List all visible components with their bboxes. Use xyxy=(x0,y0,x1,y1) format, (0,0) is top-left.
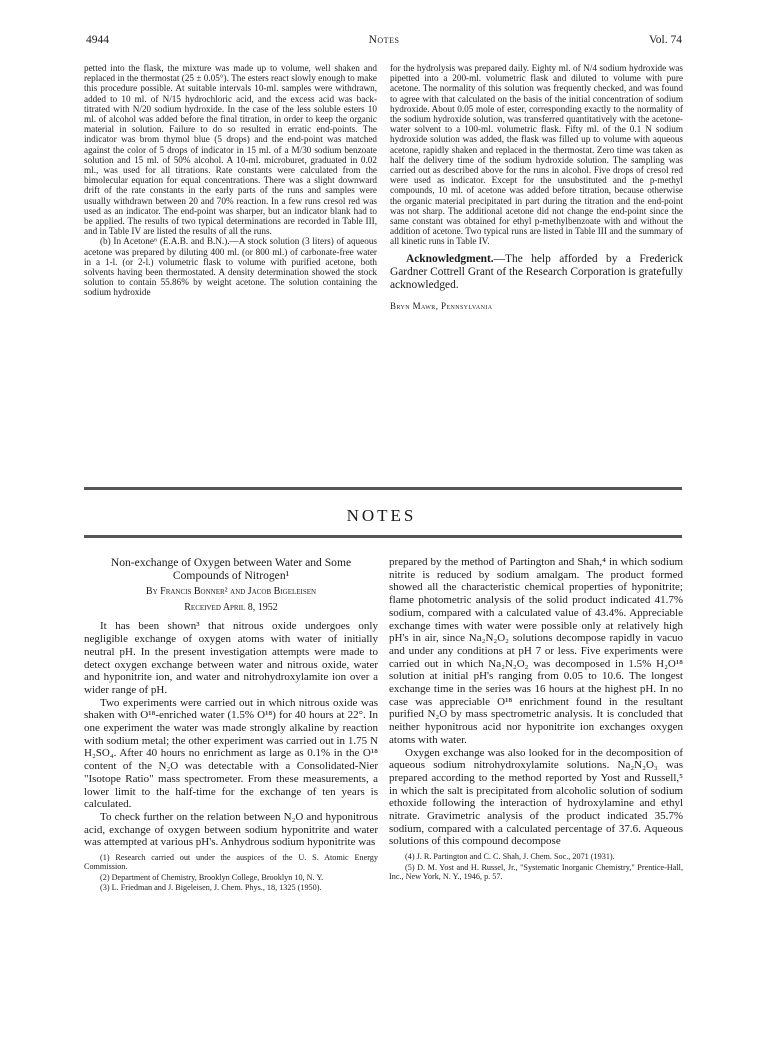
article-left-column xyxy=(84,556,378,893)
body-paragraph: for the hydrolysis was prepared daily. Eighty ml. of N/4 sodium hydroxide was pipetted into a 200-ml. volumetric flask and diluted to volume with pure acetone. The normality of this solution was frequently checked, and was found to agree with that calculated on the basis of the initial concentration of sodium hydroxide. About 0.05 mole of ester, corresponding exactly to the normality of the sodium hydroxide solution, was transferred quantitatively with the acetone-water solvent to a 100-ml. volumetric flask. Fifty ml. of the 0.1 N sodium hydroxide solution was added, the flask was filled up to volume with aqueous acetone, rapidly shaken and replaced in the thermostat. Zero time was taken as half the delivery time of the sodium hydroxide solution. The sampling was carried out as described above for the runs in alcohol. Five drops of cresol red were used as indicator. Except for the unsubstituted and the p-methyl compounds, 10 ml. of acetone was added before titration, because otherwise the organic material precipitated in part during the titration and the end-point was not sharp. The additional acetone did not change the end-point since the same constant was obtained for ethyl p-methylbenzoate with and without the addition of acetone. Two typical runs are listed in Table III and the summary of all kinetic runs in Table IV. xyxy=(390,63,683,247)
volume-label: Vol. 74 xyxy=(648,34,682,46)
footnote: (4) J. R. Partington and C. C. Shah, J. Chem. Soc., 2071 (1931). xyxy=(405,852,615,862)
section-rule-top xyxy=(84,487,682,490)
footnotes-left xyxy=(84,853,378,893)
top-right-column xyxy=(390,63,683,311)
body-paragraph: To check further on the relation between N₂O and hyponitrous acid, exchange of oxygen between sodium hyponitrite and water was attempted at various pH's. Anhydrous sodium hyponitrite was xyxy=(84,810,378,849)
affiliation: Bryn Mawr, Pennsylvania xyxy=(390,300,493,311)
page-header xyxy=(86,34,682,48)
running-head: Notes xyxy=(368,34,400,46)
body-paragraph: Two experiments were carried out in which nitrous oxide was shaken with O¹⁸-enriched water (1.5% O¹⁸) for 40 hours at 22°. In one experiment the water was made strongly alkaline by reaction with sodium metal; the other experiment was carried out in 1.75 N H₂SO₄. After 40 hours no enrichment as large as 0.1% in the O¹⁸ content of the N₂O was detectable with a Consolidated-Nier "Isotope Ratio" mass spectrometer. From these measurements, a lower limit to the half-time for the exchange of ten years is calculated. xyxy=(84,696,378,811)
body-paragraph: It has been shown³ that nitrous oxide undergoes only negligible exchange of oxygen atoms with water of initially neutral pH. In the present investigation attempts were made to detect oxygen exchange between water and nitrous oxide, water and hyponitrite ion, and water and nitrohydroxylamite ion over a wider range of pH. xyxy=(84,620,378,696)
body-paragraph: Oxygen exchange was also looked for in the decomposition of aqueous sodium nitrohydroxylamite solutions. Na₂N₂O₃ was prepared according to the method reported by Yost and Russell,⁵ in which the salt is precipitated from alcoholic solution of sodium ethoxide following the interaction of hydroxylamine and ethyl nitrate. Gravimetric analysis of the product indicated 35.7% sodium, compared with a calculated percentage of 37.6. Aqueous solutions of this compound decompose xyxy=(389,746,683,848)
top-left-column xyxy=(84,63,377,298)
footnote: (1) Research carried out under the auspices of the U. S. Atomic Energy Commission. xyxy=(84,853,378,872)
body-paragraph: (b) In Acetone⁶ (E.A.B. and B.N.).—A stock solution (3 liters) of aqueous acetone was prepared by diluting 400 ml. (or 800 ml.) of carbonate-free water in a 1-l. (or 2-l.) volumetric flask to volume with purified acetone, both solvents having been thermostated. A density determination showed the stock solution to contain 55.86% by weight acetone. The solution containing the sodium hydroxide xyxy=(84,236,377,298)
article-title: Non-exchange of Oxygen between Water and Some Compounds of Nitrogen¹ xyxy=(110,556,352,582)
body-paragraph: prepared by the method of Partington and Shah,⁴ in which sodium nitrite is reduced by sodium amalgam. The product formed showed all the characteristic chemical properties of hyponitrite; flame photometric analysis of the solid product indicated 41.7% sodium, compared with a calculated value of 43.4%. Appreciable exchange times with water were possible only at relatively high pH's in air, since Na₂N₂O₂ solutions decompose rapidly in vacuo and under any conditions at pH 7 or less. Five experiments were carried out in which Na₂N₂O₂ was decomposed in 1.5% H₂O¹⁸ solution at initial pH's ranging from 0.05 to 10.6. The longest exchange time in the series was 16 hours at the highest pH. In no case was appreciable O¹⁸ enrichment found in the resultant purified N₂O by mass spectrometric analysis. It is concluded that neither hyponitrous acid nor hyponitrite ion exchanges oxygen atoms with water. xyxy=(389,556,683,746)
acknowledgment-text: —The help afforded by a Frederick Gardner Cottrell Grant of the Research Corporation is gratefully acknowledged. xyxy=(390,252,683,292)
section-rule-bottom xyxy=(84,535,682,538)
footnote: (3) L. Friedman and J. Bigeleisen, J. Chem. Phys., 18, 1325 (1950). xyxy=(100,883,322,893)
article-right-column xyxy=(389,556,683,881)
received-date: Received April 8, 1952 xyxy=(184,601,278,613)
acknowledgment-heading: Acknowledgment. xyxy=(406,252,494,265)
section-title: NOTES xyxy=(346,506,417,525)
article-authors: By Francis Bonner² and Jacob Bigeleisen xyxy=(145,586,317,597)
acknowledgment xyxy=(390,253,683,293)
footnotes-right xyxy=(389,852,683,881)
page-number: 4944 xyxy=(86,34,109,46)
body-paragraph: petted into the flask, the mixture was made up to volume, well shaken and replaced in the thermostat (25 ± 0.05°). The esters react slowly enough to make this procedure possible. At suitable intervals 10-ml. samples were withdrawn, added to 10 ml. of N/15 hydrochloric acid, and the excess acid was back-titrated with N/20 sodium hydroxide. In the case of the less soluble esters 10 ml. of alcohol was added before the final titration, in order to keep the organic material in solution. Failure to do so resulted in erratic end-points. The indicator was brom thymol blue (5 drops) and the end-point was matched against the color of 5 drops of indicator in 15 ml. of a M/30 sodium benzoate solution and 15 ml. of 50% alcohol. A 10-ml. microburet, graduated in 0.02 ml., was used for all titrations. Rate constants were calculated from the bimolecular equation for equal concentrations. There was a slight downward drift of the rate constants in the early parts of the runs and samples were usually withdrawn between 20 and 70% reaction. In a few runs cresol red was used as an indicator. The end-point was sharper, but an indicator blank had to be applied. The results of two typical determinations are recorded in Table III, and in Table IV are listed the results of all the runs. xyxy=(84,63,377,237)
footnote: (2) Department of Chemistry, Brooklyn College, Brooklyn 10, N. Y. xyxy=(100,872,324,882)
footnote: (5) D. M. Yost and H. Russel, Jr., "Systematic Inorganic Chemistry," Prentice-Hall, Inc., New York, N. Y., 1946, p. 57. xyxy=(389,862,683,881)
